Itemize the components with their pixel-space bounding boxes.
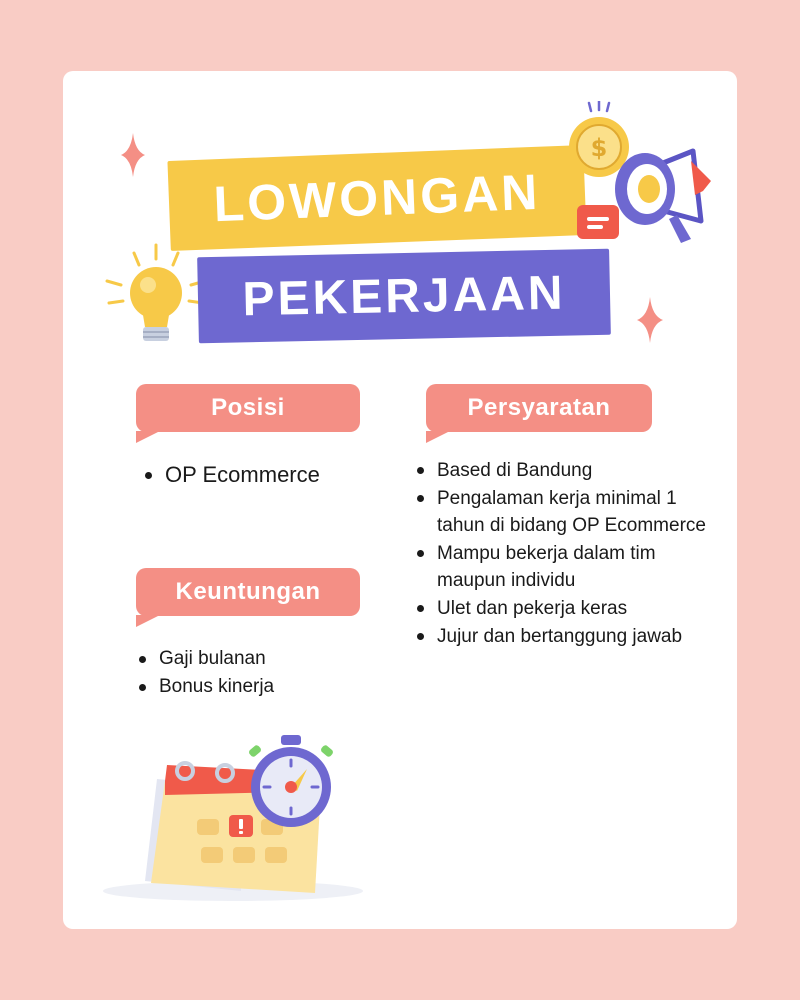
posisi-heading: Posisi (136, 384, 360, 432)
title-banner-line1: LOWONGAN (167, 145, 586, 251)
posisi-heading-bubble (136, 384, 360, 444)
bubble-tail (136, 431, 160, 443)
persyaratan-heading: Persyaratan (426, 384, 652, 432)
posisi-list (145, 460, 320, 490)
bubble-tail (136, 615, 160, 627)
list-item: Pengalaman kerja minimal 1 tahun di bidang OP Ecommerce (417, 485, 717, 540)
megaphone-icon (573, 131, 723, 251)
lightbulb-icon (101, 241, 211, 351)
list-item: Jujur dan bertanggung jawab (417, 623, 717, 651)
title-banner-line2: PEKERJAAN (197, 249, 611, 344)
list-item: Mampu bekerja dalam tim maupun individu (417, 540, 717, 595)
sparkle-icon (637, 297, 663, 343)
job-poster-card (63, 71, 737, 929)
persyaratan-list (417, 457, 717, 650)
list-item: Bonus kinerja (139, 673, 274, 701)
persyaratan-heading-bubble (426, 384, 652, 444)
stopwatch-icon (241, 731, 341, 831)
keuntungan-heading: Keuntungan (136, 568, 360, 616)
list-item: Gaji bulanan (139, 645, 274, 673)
svg-text:$: $ (590, 134, 608, 162)
list-item: Ulet dan pekerja keras (417, 595, 717, 623)
list-item: OP Ecommerce (145, 460, 320, 490)
bubble-tail (426, 431, 450, 443)
sparkle-icon (121, 133, 145, 177)
keuntungan-list (139, 645, 274, 701)
keuntungan-heading-bubble (136, 568, 360, 628)
list-item: Based di Bandung (417, 457, 717, 485)
